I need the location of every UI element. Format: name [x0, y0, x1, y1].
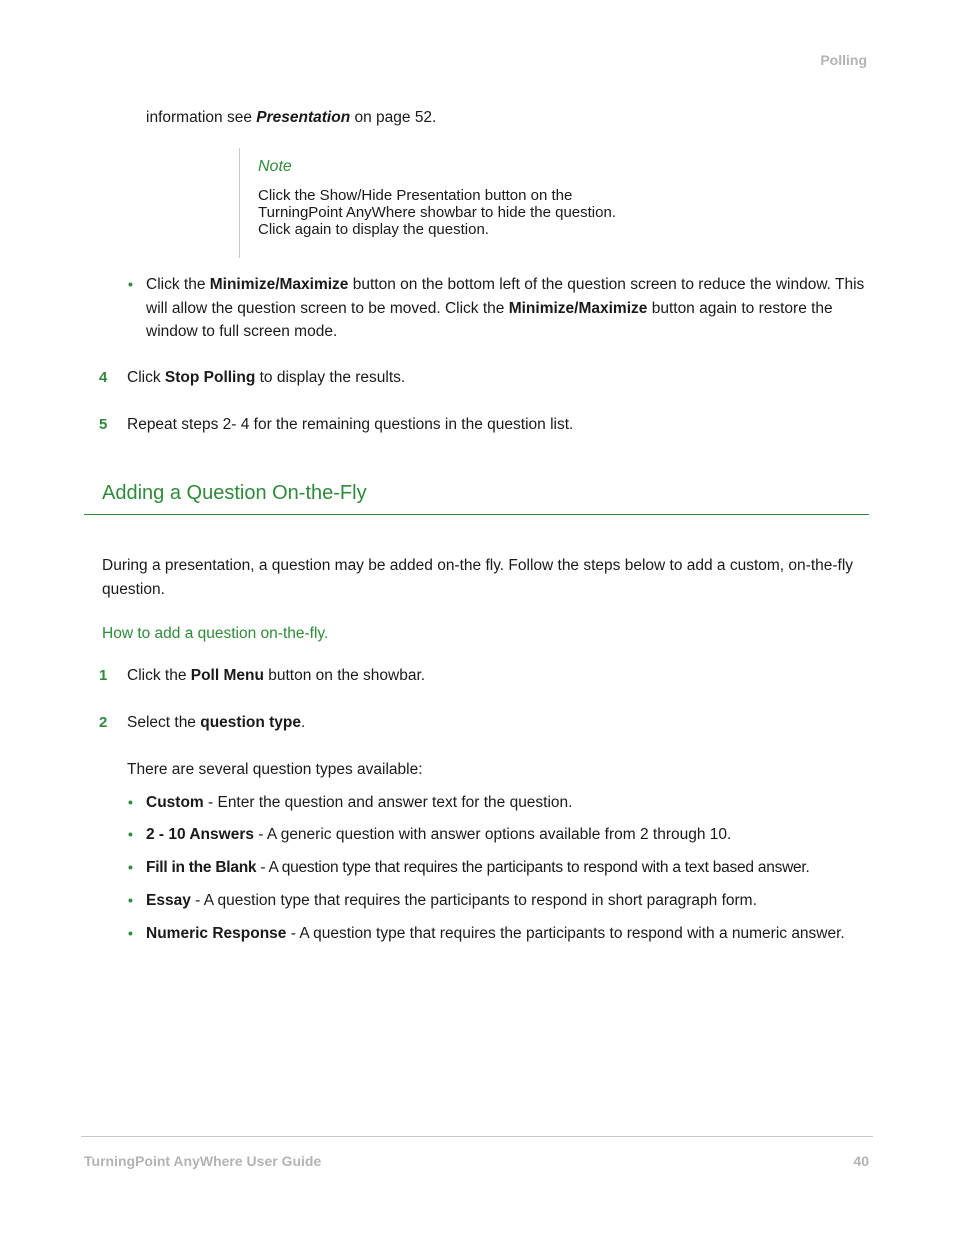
step-number: 2: [99, 714, 108, 731]
bullet-icon: •: [128, 892, 133, 908]
note-title: Note: [258, 158, 292, 175]
note-box: [239, 148, 620, 258]
footer-guide-title: TurningPoint AnyWhere User Guide: [84, 1153, 322, 1169]
footer-divider: [81, 1136, 873, 1137]
minimize-bullet-text: Click the Minimize/Maximize button on the bottom left of the question screen to reduce the window. This will allow the question screen to be moved. Click the Minimize/Maximize button again to restore the window to full screen mode.: [146, 276, 865, 340]
list-item: 2 - 10 Answers - A generic question with answer options available from 2 through 10.: [146, 826, 732, 843]
step-1-text: Click the Poll Menu button on the showbar.: [127, 667, 426, 684]
step-number: 4: [99, 369, 108, 386]
intro-prefix: information see: [146, 109, 257, 126]
types-intro: There are several question types available:: [127, 761, 423, 778]
bullet-icon: •: [128, 794, 133, 810]
section-heading: Adding a Question On-the-Fly: [102, 482, 367, 504]
step-number: 5: [99, 416, 108, 433]
section-divider: [84, 514, 869, 515]
list-item: Numeric Response - A question type that requires the participants to respond with a numeric answer.: [146, 925, 845, 942]
presentation-link[interactable]: Presentation: [256, 109, 351, 126]
running-header-section: Polling: [820, 52, 867, 68]
step-4-text: Click Stop Polling to display the results.: [127, 369, 406, 386]
intro-line: [146, 106, 436, 129]
howto-subheading: How to add a question on-the-fly.: [102, 625, 329, 642]
step-number: 1: [99, 667, 108, 684]
section-intro: During a presentation, a question may be added on-the fly. Follow the steps below to add a custom, on-the-fly question.: [102, 557, 854, 598]
bullet-icon: •: [128, 859, 133, 875]
list-item: Essay - A question type that requires the participants to respond in short paragraph form.: [146, 892, 757, 909]
step-2-text: Select the question type.: [127, 714, 306, 731]
note-body: Click the Show/Hide Presentation button on the TurningPoint AnyWhere showbar to hide the question. Click again to display the question.: [258, 187, 616, 238]
list-item: Custom - Enter the question and answer text for the question.: [146, 794, 573, 811]
page-number: 40: [853, 1153, 869, 1169]
bullet-icon: •: [128, 925, 133, 941]
step-5-text: Repeat steps 2- 4 for the remaining questions in the question list.: [127, 416, 574, 433]
bullet-icon: •: [128, 826, 133, 842]
bullet-icon: •: [128, 276, 133, 292]
list-item: Fill in the Blank - A question type that requires the participants to respond with a text based answer.: [146, 859, 810, 876]
intro-suffix: on page 52.: [350, 109, 437, 126]
